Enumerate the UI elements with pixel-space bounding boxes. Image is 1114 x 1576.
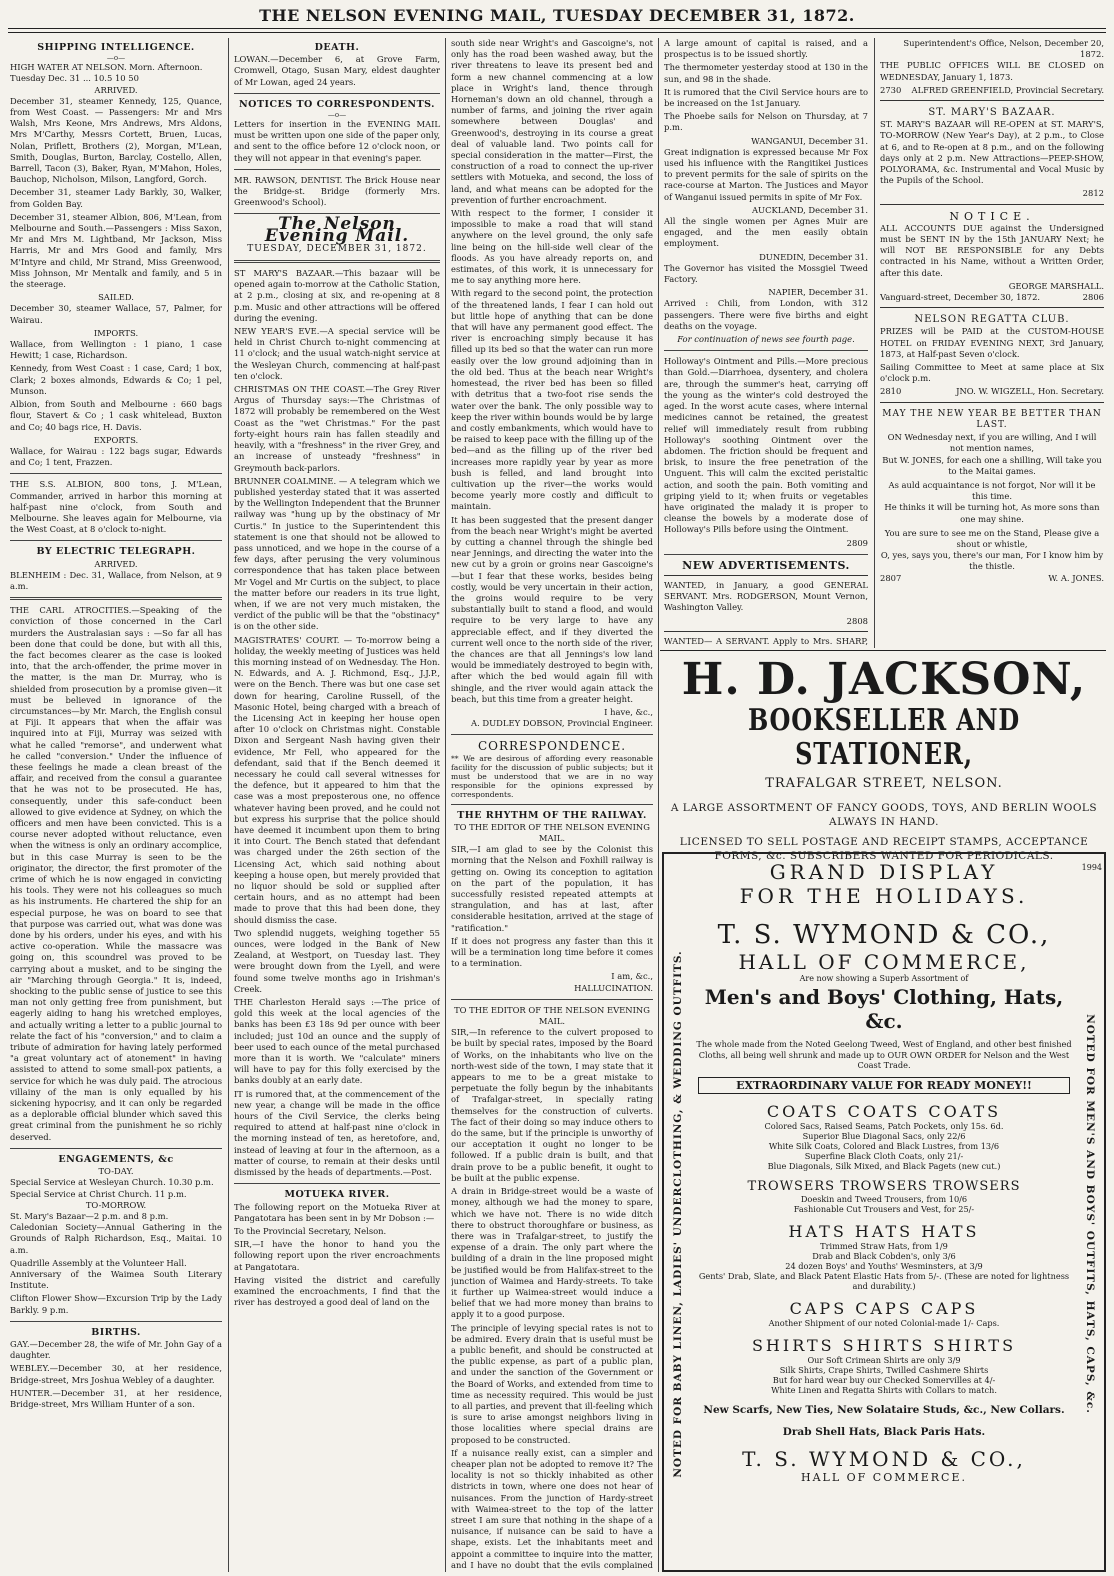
letter-paragraph: SIR,—In reference to the culvert proposed to be built by special rates, imposed by the Board of Works, on the inhabitants who live on the north-west side of the town, I may state that it appears to me to be a great mistake to perpetuate the folly begun by the inhabitants of Trafalgar-street, in specially rating themselves for the construction of culverts. The fact of their doing so may induce others to do the same, but if the principle is unworthy of our acceptation it ought no longer to be followed. If a public drain is built, and that drain prove to be a public benefit, it ought to be built at the public expense. — [451, 1027, 653, 1183]
wymond-side-right: NOTED FOR MEN'S AND BOYS' OUTFITS, HATS, CAPS, &c. — [1084, 1014, 1096, 1414]
column-4 — [664, 38, 868, 648]
regatta-signature: JNO. W. WIGZELL, Hon. Secretary. — [956, 386, 1104, 397]
ad-number: 2806 — [1082, 292, 1104, 303]
telegraph-arrived: ARRIVED. — [94, 558, 138, 569]
news-paragraph: Arrived : Chili, from London, with 312 passengers. There were five births and eight deaths on the voyage. — [664, 298, 868, 331]
engagement-item: Quadrille Assembly at the Volunteer Hall. — [10, 1257, 187, 1268]
report-paragraph: With regard to the second point, the protection of the threatened lands, I fear I can hold out but little hope of anything that can be done that will have any permanent good effect. The river is encroaching simply because it has filled up its bed so that the water can run more easily over the low ground adjoining than in the old bed. Thus at the beach near Wright's homestead, the river bed has been so filled with detritus that a two-foot rise sends the water over the bank. The only possible way to keep the river within bounds would be by large and costly embankments, which would have to be raised to keep pace with the filling up of the bed—and as the filling up of the river bed increases more rapidly year by year as more bush is felled, and land brought into cultivation up the river—the works would become yearly more costly and difficult to maintain. — [451, 288, 653, 512]
today-heading: TO-DAY. — [98, 1166, 134, 1177]
paper-title: The Nelson Evening Mail. — [264, 214, 410, 246]
price-line: Another Shipment of our noted Colonial-made 1/- Caps. — [768, 1317, 1000, 1328]
high-water-row: Tuesday Dec. 31 ... 10.5 10 50 — [10, 73, 139, 84]
jackson-address: TRAFALGAR STREET, NELSON. — [765, 776, 1003, 791]
news-paragraph: All the single women per Agnes Muir are engaged, and the men easily obtain employment. — [664, 216, 868, 249]
import-entry: Kennedy, from West Coast : 1 case, Card; 1 box, Clark; 2 boxes almonds, Edwards & Co; 1 pel, Munson. — [10, 363, 222, 396]
wymond-caps-heading: CAPS CAPS CAPS — [789, 1298, 979, 1318]
dateline: AUCKLAND, December 31. — [751, 204, 868, 215]
letter-to-editor: TO THE EDITOR OF THE NELSON EVENING MAIL. — [454, 821, 650, 843]
rhythm-heading: THE RHYTHM OF THE RAILWAY. — [457, 809, 647, 821]
ad-number: 2807 — [880, 572, 902, 583]
article-paragraph: CHRISTMAS ON THE COAST.—The Grey River Argus of Thursday says:—The Christmas of 1872 will probably be remembered on the West Coast as the "wet Christmas." For the past forty-eight hours rain has fallen steadily and heavily, with a "freshness" in the river Grey, and an increase of unsteady "freshness" in Greymouth back-parlors. — [234, 384, 440, 473]
wymond-description: The whole made from the Noted Geelong Tweed, West of England, and other best finished Cloths, all being well shrunk and made up to OUR OWN ORDER for Nelson and the West Coast Trade. — [696, 1039, 1072, 1070]
death-entry: LOWAN.—December 6, at Grove Farm, Cromwell, Otago, Susan Mary, eldest daughter of Mr Lowan, aged 24 years. — [234, 54, 440, 87]
regatta-heading: NELSON REGATTA CLUB. — [914, 314, 1070, 326]
notice-signature: GEORGE MARSHALL. — [1008, 280, 1104, 291]
news-paragraph: It is rumored that the Civil Service hours are to be increased on the 1st January. — [664, 86, 868, 109]
masthead-rule-2 — [8, 32, 1106, 33]
albion-notice: THE S.S. ALBION, 800 tons, J. M'Lean, Commander, arrived in harbor this morning at half-past nine o'clock, from South and Melbourne. She leaves again for Melbourne, via the West Coast, at 8 o'clock to-night. — [10, 479, 222, 535]
arrival-entry: December 31, steamer Albion, 806, M'Lean, from Melbourne and South.—Passengers : Miss Saxon, Mr and Mrs M. Lightband, Mr Jackson, Miss Harris, Mr and Mrs Good and family, Mrs M'Intyre and child, Mr Strand, Miss Greenwood, Miss Johnson, Mr Mentalk and family, and 5 in the steerage. — [10, 211, 222, 290]
import-entry: Wallace, from Wellington : 1 piano, 1 case Hewitt; 1 case, Richardson. — [10, 339, 222, 361]
price-line: Colored Sacs, Raised Seams, Patch Pockets, only 15s. 6d. — [764, 1120, 1004, 1131]
engagement-item: Caledonian Society—Annual Gathering in the Grounds of Ralph Richardson, Esq., Maitai. 10 a.m. — [10, 1222, 222, 1255]
price-line: Superior Blue Diagonal Sacs, only 22/6 — [802, 1130, 966, 1141]
wymond-name: T. S. WYMOND & CO., — [717, 920, 1051, 950]
wymond-shirts-heading: SHIRTS SHIRTS SHIRTS — [751, 1335, 1017, 1355]
poem-line: He thinks it will be turning hot, As more sons than one may shine. — [884, 502, 1100, 524]
birth-entry: GAY.—December 28, the wife of Mr. John Gay of a daughter. — [10, 1338, 222, 1361]
office-dateline: Superintendent's Office, Nelson, December 20, 1872. — [903, 38, 1104, 60]
price-line: Fashionable Cut Trousers and Vest, for 25/- — [793, 1203, 975, 1214]
arrived-heading: ARRIVED. — [94, 84, 138, 95]
telegraph-entry: BLENHEIM : Dec. 31, Wallace, from Nelson, at 9 a.m. — [10, 569, 222, 591]
bazaar-heading: ST. MARY'S BAZAAR. — [928, 107, 1056, 119]
price-line: Trimmed Straw Hats, from 1/9 — [820, 1240, 948, 1251]
column-separator — [874, 38, 875, 648]
signature: I have, &c., — [604, 706, 653, 717]
arrival-entry: December 31, steamer Kennedy, 125, Quance, from West Coast. — Passengers: Mr and Mrs Walsh, Mrs Keone, Mrs Andrews, Mrs Aldons, Mrs M'Carthy, Messrs Cortett, Bruen, Lucas, Nolan, Priflett, Brothers (2), Morgan, M'Lean, Smith, Douglas, Burton, Barclay, Costello, Allen, Barrell, Tacon (3), Baker, Ryan, M'Mahon, Holes, Bauchop, Nicholson, Milson, Langford, Gorch. — [10, 95, 222, 185]
poem-line: But W. JONES, for each one a shilling, Will take you to the Maitai games. — [882, 454, 1102, 476]
price-line: Drab and Black Cobden's, only 3/6 — [812, 1250, 956, 1261]
office-signature: ALFRED GREENFIELD, Provincial Secretary. — [911, 84, 1104, 95]
price-line: Superfine Black Cloth Coats, only 21/- — [804, 1150, 964, 1161]
price-line: White Silk Coats, Colored and Black Lustres, from 13/6 — [768, 1140, 1000, 1151]
poem-line: O, yes, says you, there's our man, For I know him by the thistle. — [880, 550, 1104, 572]
death-heading: DEATH. — [314, 42, 360, 53]
wymond-trousers-heading: TROWSERS TROWSERS TROWSERS — [747, 1178, 1021, 1194]
wymond-hall: HALL OF COMMERCE, — [738, 950, 1030, 974]
column-2: DEATH. LOWAN.—December 6, at Grove Farm, Cromwell, Otago, Susan Mary, eldest daughter of Mr Lowan, aged 24 years. NOTICES TO CORRESPONDENTS. —o— Letters for insertion in the EVENING MAIL must be written upon one side of the paper only, and sent to the office before 12 o'clock noon, or they will not appear in that evening's paper. MR. RAWSON, DENTIST. The Brick House near the Bridge-st. Bridge (formerly Mrs. Greenwood's School). The Nelson Evening Mail. TUESDAY, DECEMBER 31, 1872. ST MARY'S BAZAAR.—This bazaar will be opened again to-morrow at the Catholic Station, at 2 p.m., closing at six, and re-opening at 8 p.m. Music and other attractions will be offered during the evening. NEW YEAR'S EVE.—A special service will be held in Christ Church to-night commencing at 11 o'clock; and the usual watch-night service at the Wesleyan Church, commencing at half-past ten o'clock. CHRISTMAS ON THE COAST.—The Grey River Argus of Thursday says:—The Christmas of 1872 will probably be remembered on the West Coast as the "wet Christmas." For the past forty-eight hours rain has fallen steadily and heavily, with a "freshness" in the river Grey, and an increase of unsteady "freshness" in Greymouth back-parlors. BRUNNER COALMINE. — A telegram which we published yesterday stated that it was asserted by the Wellington Independent that the Brunner railway was "hung up by the obstinacy of Mr Curtis." In justice to the Superintendent this statement is one that should not be allowed to pass unnoticed, and we hope in the course of a few days, after perusing the very voluminous correspondence that has taken place between Mr Vogel and Mr Curtis on the subject, to place the matter before our readers in its true light, when, if we are not very much mistaken, the verdict of the public will be that the "obstinacy" is on the other side. MAGISTRATES' COURT. — To-morrow being a holiday, the weekly meeting of Justices was held this morning instead of on Wednesday. The Hon. N. Edwards, and A. J. Richmond, Esq., J.J.P., were on the Bench. There was but one case set down for hearing, Caroline Russell, of the Masonic Hotel, being charged with a breach of the Licensing Act in keeping her house open after 10 o'clock on Christmas night. Constable Dixon and Sergeant Nash having given their evidence, Mr Fell, who appeared for the defendant, said that if the Bench deemed it necessary he could call several witnesses for the defence, but it appeared to him that the case was a most preposterous one, no offence whatever having been proved, and he could not but express his surprise that the police should have deemed it incumbent upon them to bring it into Court. The Bench stated that defendant was charged under the 26th section of the Licensing Act, which said nothing about keeping a house open, but merely provided that no liquor should be sold or supplied after certain hours, and as no attempt had been made to prove that this had been done, they should dismiss the case. Two splendid nuggets, weighing together 55 ounces, were lodged in the Bank of New Zealand, at Westport, on Tuesday last. They were brought down from the Lyell, and were found some twelve months ago in Irishman's Creek. THE Charleston Herald says :—The price of gold this week at the local agencies of the banks has been £3 18s 9d per ounce with beer included; just 10d an ounce and the supply of beer used to each ounce of the metal purchased more than it is worth. We "calculate" miners will have to pay for this folly exercised by the banks doubly at an early date. IT is rumored that, at the commencement of the new year, a change will be made in the office hours of the Civil Service, the clerks being required to attend at half-past nine o'clock in the morning instead of ten, as heretofore, and, instead of leaving at four in the afternoon, as a matter of course, to remain at their desks until dismissed by the heads of departments.—Post. MOTUEKA RIVER. The following report on the Motueka River at Pangatotara has been sent in by Mr Dobson :— To the Provincial Secretary, Nelson. SIR,—I have the honor to hand you the following report upon the river encroachments at Pangatotara. Having visited the district and carefully examined the encroachments, I find that the river has destroyed a good deal of land on the — [234, 42, 440, 1308]
engagements-heading: ENGAGEMENTS, &c — [58, 1153, 174, 1165]
engagement-item: Clifton Flower Show—Excursion Trip by the Lady Barkly. 9 p.m. — [10, 1293, 222, 1315]
price-line: 24 dozen Boys' and Youths' Wesminsters, at 3/9 — [785, 1260, 983, 1271]
ad-rule — [660, 650, 1106, 651]
correspondence-note: ** We are desirous of affording every reasonable facility for the discussion of public subjects; but it must be understood that we are in no way responsible for the opinions expressed by correspondents. — [451, 753, 653, 799]
high-water-label: HIGH WATER AT NELSON. Morn. Afternoon. — [10, 62, 203, 73]
letter-paragraph: If it does not progress any faster than this it will be a termination long time before it comes to a termination. — [451, 935, 653, 969]
ad-number: 2809 — [846, 537, 868, 548]
masthead-rule — [8, 28, 1106, 29]
signature: A. DUDLEY DOBSON, Provincial Engineer. — [471, 718, 653, 729]
letter-paragraph: SIR,—I am glad to see by the Colonist this morning that the Nelson and Foxhill railway is getting on. Owing its conception to agitation on the part of the population, it has successfully resisted repeated attempts at strangulation, and has at last, after considerable hesitation, arrived at the stage of "ratification." — [451, 844, 653, 933]
report-paragraph: south side near Wright's and Gascoigne's, not only has the road been washed away, but the river threatens to leave its present bed and form a new channel commencing at a low place in Wright's land, thence through Horneman's down an old channel, through a number of farms, and joining the river again somewhere between Douglas' and Greenwood's, destroying in its course a great deal of valuable land. Two points call for special consideration in the matter—First, the construction of a road to connect the up-river settlers with Motueka, and second, the loss of land, and what means can be adopted for the prevention of further encroachment. — [451, 38, 653, 205]
wymond-showing: Are now showing a Superb Assortment of — [799, 974, 969, 983]
news-paragraph: A large amount of capital is raised, and a prospectus is to be issued shortly. — [664, 38, 868, 60]
column-1 — [10, 38, 222, 1572]
notice-place: Vanguard-street, December 30, 1872. — [880, 292, 1041, 303]
article-paragraph: MAGISTRATES' COURT. — To-morrow being a holiday, the weekly meeting of Justices was held this morning instead of on Wednesday. The Hon. N. Edwards, and A. J. Richmond, Esq., J.J.P., were on the Bench. There was but one case set down for hearing, Caroline Russell, of the Masonic Hotel, being charged with a breach of the Licensing Act in keeping her house open after 10 o'clock on Christmas night. Constable Dixon and Sergeant Nash having given their evidence, Mr Fell, who appeared for the defendant, said that if the Bench deemed it necessary he could call several witnesses for the defence, but it appeared to him that the case was a most preposterous one, no offence whatever having been proved, and he could not but express his surprise that the police should have deemed it incumbent upon them to bring it into Court. The Bench stated that defendant was charged under the 26th section of the Licensing Act, which said nothing about keeping a house open, but merely provided that no liquor should be sold or supplied after certain hours, and as no attempt had been made to prove that this had been done, they should dismiss the case. — [234, 634, 440, 925]
engagement-item: Anniversary of the Waimea South Literary Institute. — [10, 1268, 222, 1291]
poem-signature: W. A. JONES. — [1048, 572, 1104, 583]
jackson-license: LICENSED TO SELL POSTAGE AND RECEIPT STAMPS, ACCEPTANCE FORMS, &c. SUBSCRIBERS WANTED FOR PERIODICALS. — [679, 836, 1089, 862]
new-advertisements-heading: NEW ADVERTISEMENTS. — [682, 558, 850, 572]
poem-line: As auld acquaintance is not forgot, Nor will it be this time. — [888, 479, 1096, 502]
ad-number: 2812 — [1082, 188, 1104, 199]
paper-date: TUESDAY, DECEMBER 31, 1872. — [247, 243, 427, 254]
public-offices-notice: THE PUBLIC OFFICES WILL BE CLOSED on WEDNESDAY, January 1, 1873. — [880, 60, 1104, 82]
birth-entry: WEBLEY.—December 30, at her residence, Bridge-street, Mrs Joshua Webley of a daughter. — [10, 1363, 222, 1385]
column-separator — [228, 38, 229, 1572]
classified-ad: WANTED— A SERVANT. Apply to Mrs. SHARP, — [664, 635, 868, 646]
news-paragraph: Great indignation is expressed because Mr Fox used his influence with the Rangitikei Justices to prevent permits for the sale of spirits on the race-course at Marton. The Justices and Mayor of Wanganui issued permits in spite of Mr Fox. — [664, 146, 868, 202]
report-paragraph: With respect to the former, I consider it impossible to make a road that will stand anywhere on the level ground, the only safe line being on the hill-side well clear of the floods. As you have already reports on, and estimates, of this work, it is unnecessary for me to say anything more here. — [451, 208, 653, 286]
wymond-clothing: Men's and Boys' Clothing, Hats, &c. — [704, 985, 1064, 1033]
wymond-hats-heading: HATS HATS HATS — [788, 1221, 980, 1241]
continuation-note: For continuation of news see fourth page. — [677, 334, 855, 345]
sailed-heading: SAILED. — [98, 292, 134, 303]
regatta-notice: PRIZES will be PAID at the CUSTOM-HOUSE HOTEL on FRIDAY EVENING NEXT, 3rd January, 1873, at Half-past Seven o'clock. — [880, 326, 1104, 359]
letter-paragraph: If a nuisance really exist, can a simpler and cheaper plan not be adopted to remove it? The locality is not so thickly inhabited as other districts in town, where one does not hear of nuisances. From the junction of Hardy-street with Waimea-street to the top of the latter street I am sure that nothing in the shape of a nuisance, if nuisance can be said to have a shape, exists. Let the inhabitants meet and appoint a committee to inquire into the matter, and I have no doubt that the evils complained — [451, 1447, 653, 1570]
article-paragraph: NEW YEAR'S EVE.—A special service will be held in Christ Church to-night commencing at 11 o'clock; and the usual watch-night service at the Wesleyan Church, commencing at half-past ten o'clock. — [234, 326, 440, 381]
wymond-grand-display: GRAND DISPLAY — [769, 860, 999, 884]
article-paragraph: Two splendid nuggets, weighing together 55 ounces, were lodged in the Bank of New Zealand, at Westport, on Tuesday last. They were brought down from the Lyell, and were found some twelve months ago in Irishman's Creek. — [234, 927, 440, 994]
wymond-side-left: NOTED FOR BABY LINEN, LADIES' UNDERCLOTHING, & WEDDING OUTFITS. — [672, 950, 684, 1478]
ad-number: 2810 — [880, 386, 902, 397]
price-line: White Linen and Regatta Shirts with Collars to match. — [771, 1384, 997, 1395]
letter-author: HALLUCINATION. — [574, 982, 653, 993]
price-line: Gents' Drab, Slate, and Black Patent Elastic Hats from 5/-. (These are noted for lightness and durability.) — [698, 1270, 1070, 1291]
news-paragraph: The Governor has visited the Mossgiel Tweed Factory. — [664, 262, 868, 285]
column-3 — [451, 38, 653, 1572]
motueka-paragraph: To the Provincial Secretary, Nelson. — [234, 1225, 387, 1236]
poem-line: ON Wednesday next, if you are willing, And I will not mention names, — [887, 432, 1097, 454]
dateline: NAPIER, December 31. — [768, 287, 868, 298]
article-paragraph: BRUNNER COALMINE. — A telegram which we published yesterday stated that it was asserted by the Wellington Independent that the Brunner railway was "hung up by the obstinacy of Mr Curtis." In justice to the Superintendent this statement is one that should not be allowed to pass unnoticed, and we hope in the course of a few days, after perusing the very voluminous correspondence that has taken place between Mr Vogel and Mr Curtis on the subject, to place the matter before our readers in its true light, when, if we are not very much mistaken, the verdict of the public will be that the "obstinacy" is on the other side. — [234, 475, 440, 632]
wymond-paris-hats: Drab Shell Hats, Black Paris Hats. — [782, 1425, 986, 1438]
price-line: But for hard wear buy our Checked Somervilles at 4/- — [772, 1374, 996, 1385]
column-separator — [445, 38, 446, 1572]
notices-heading: NOTICES TO CORRESPONDENTS. — [239, 98, 435, 110]
engagement-item: Special Service at Christ Church. 11 p.m. — [10, 1188, 187, 1199]
price-line: Silk Shirts, Crape Shirts, Twilled Cashmere Shirts — [779, 1364, 989, 1375]
tomorrow-heading: TO-MORROW. — [85, 1199, 147, 1210]
notices-text: Letters for insertion in the EVENING MAIL must be written upon one side of the paper only, and sent to the office before 12 o'clock noon, or they will not appear in that evening's paper. — [234, 119, 440, 163]
birth-entry: HUNTER.—December 31, at her residence, Bridge-street, Mrs William Hunter of a son. — [10, 1387, 222, 1409]
export-entry: Wallace, for Wairau : 122 bags sugar, Edwards and Co; 1 tent, Frazzen. — [10, 445, 222, 468]
sailed-entry: December 30, steamer Wallace, 57, Palmer, for Wairau. — [10, 303, 222, 325]
motueka-paragraph: Having visited the district and carefully examined the encroachments, I find that the river has destroyed a good deal of land on the — [234, 1274, 440, 1308]
jackson-advertisement — [662, 656, 1106, 872]
telegraph-heading: BY ELECTRIC TELEGRAPH. — [36, 546, 196, 558]
report-paragraph: It has been suggested that the present danger from the beach near Wright's might be averted by cutting a channel through the shingle bed near Jennings, and directing the water into the new cut by a groin or groins near Gascoigne's—but I fear that these works, besides being costly, would be very uncertain in their action, the groins would require to be very substantially built to stand a flood, and would require to be very large to have any appreciable effect, and if they diverted the current well once to the north side of the river, the chances are that all Jennings's low land would be immediately destroyed to begin with, after which the bed would again fill with shingle, and the river would again attack the beach, but this time from a greater height. — [451, 514, 653, 704]
ad-number: 2808 — [846, 615, 868, 626]
article-paragraph: IT is rumored that, at the commencement of the new year, a change will be made in the office hours of the Civil Service, the clerks being required to attend at half-past nine o'clock in the morning instead of ten, as heretofore, and, instead of leaving at four in the afternoon, as a matter of course, to remain at their desks until dismissed by the heads of departments.—Post. — [234, 1088, 440, 1178]
regatta-notice: Sailing Committee to Meet at same place at Six o'clock p.m. — [880, 362, 1104, 384]
motueka-paragraph: The following report on the Motueka River at Pangatotara has been sent in by Mr Dobson :— — [234, 1201, 440, 1223]
rawson-dentist-ad: MR. RAWSON, DENTIST. The Brick House near the Bridge-st. Bridge (formerly Mrs. Greenwood's School). — [234, 174, 440, 208]
bazaar-notice: ST. MARY'S BAZAAR will RE-OPEN at ST. MARY'S, TO-MORROW (New Year's Day), at 2 p.m., to Close at 6, and to Re-open at 8 p.m., and on the following days only at 2 p.m. New Attractions—PEEP-SHOW, POLYORAMA, &c. Instrumental and Vocal Music by the Pupils of the School. — [880, 119, 1104, 186]
news-paragraph: The Phoebe sails for Nelson on Thursday, at 7 p.m. — [664, 111, 868, 133]
price-line: Blue Diagonals, Silk Mixed, and Black Pagets (new cut.) — [767, 1160, 1001, 1171]
letter-paragraph: A drain in Bridge-street would be a waste of money, although we had the money to spare, which we have not. There is no wide ditch there to obstruct thoroughfare or business, as there was in Trafalgar-street, to justify the expense of a drain. The only part where the building of a drain in the line proposed might be justified would be from Halifax-street to the junction of Waimea and Hardy-streets. To take it further up Waimea-street would induce a belief that we had more money than brains to apply it to a good purpose. — [451, 1186, 653, 1320]
wymond-extraordinary: EXTRAORDINARY VALUE FOR READY MONEY!! — [698, 1077, 1070, 1094]
wymond-scarfs: New Scarfs, New Ties, New Solataire Studs, &c., New Collars. — [703, 1403, 1065, 1416]
masthead: THE NELSON EVENING MAIL, TUESDAY DECEMBER 31, 1872. — [259, 6, 855, 25]
notice-heading: NOTICE. — [949, 209, 1035, 223]
engagement-item: Special Service at Wesleyan Church. 10.30 p.m. — [10, 1177, 214, 1188]
wymond-footer-hall: HALL OF COMMERCE. — [800, 1470, 967, 1484]
jackson-name: H. D. JACKSON, — [681, 654, 1087, 705]
letter-signoff: I am, &c., — [611, 971, 653, 982]
price-line: Our Soft Crimean Shirts are only 3/9 — [807, 1354, 961, 1365]
article-paragraph: THE Charleston Herald says :—The price of gold this week at the local agencies of the banks has been £3 18s 9d per ounce with beer included; just 10d an ounce and the supply of beer used to each ounce of the metal purchased more than it is worth. We "calculate" miners will have to pay for this folly exercised by the banks doubly at an early date. — [234, 997, 440, 1086]
dateline: WANGANUI, December 31. — [751, 135, 868, 146]
new-year-heading: MAY THE NEW YEAR BE BETTER THAN LAST. — [882, 408, 1102, 430]
imports-heading: IMPORTS. — [93, 327, 139, 338]
accounts-notice: ALL ACCOUNTS DUE against the Undersigned must be SENT IN by the 15th JANUARY Next; he will NOT BE RESPONSIBLE for any Debts contracted in his Name, without a Written Order, after this date. — [880, 222, 1104, 278]
wymond-holidays: FOR THE HOLIDAYS. — [739, 884, 1029, 908]
price-line: Doeskin and Tweed Trousers, from 10/6 — [800, 1193, 968, 1204]
wymond-coats-heading: COATS COATS COATS — [766, 1101, 1002, 1121]
dateline: DUNEDIN, December 31. — [759, 251, 868, 262]
divider: —o— — [106, 54, 126, 63]
jackson-assortment: A LARGE ASSORTMENT OF FANCY GOODS, TOYS, AND BERLIN WOOLS ALWAYS IN HAND. — [670, 802, 1098, 828]
import-entry: Albion, from South and Melbourne : 660 bags flour, Stavert & Co ; 1 cask whitelead, Buxton and Co; 40 bags rice, H. Davis. — [10, 399, 222, 432]
correspondence-heading: CORRESPONDENCE. — [477, 739, 627, 754]
arrival-entry: December 31, steamer Lady Barkly, 30, Walker, from Golden Bay. — [10, 187, 222, 209]
exports-heading: EXPORTS. — [93, 434, 139, 445]
column-separator — [658, 38, 659, 1572]
carl-atrocities-article: THE CARL ATROCITIES.—Speaking of the conviction of those concerned in the Carl murders the Australasian says : —So far all has been done that could be done, but with all this, the fact becomes clearer as the case is looked into, that the arch-offender, the prime mover in the matter, is the man Dr. Murray, who is shielded from prosecution by a promise given—it must be believed in ignorance of the circumstances—by Mr. March, the English consul at Fiji. It appears that when the affair was inquired into at Fiji, Murray was seized with what he called "remorse", and underwent what he called "conversion." Under the influence of these feelings he made a clean breast of the affair, and received from the consul a guarantee that he was not to be prosecuted. He has, consequently, under this safe-conduct been allowed to give evidence at Sydney, on which the officers and men have been convicted. This is a course never adopted without reluctance, even when the witness is only an ordinary accomplice, but in this case Murray is seen to be the originator, the director, the first promoter of the crime of which he is now engaged in convicting his tools. They were not his colleagues so much as his instruments. He chartered the ship for an especial purpose, he was on board to see that that purpose was carried out, what was done was done by his orders, under his eyes, and with his active co-operation. While the massacre was going on, this scoundrel was proved to be carrying about a musket, and to be singing the air "Marching through Georgia." It is, indeed, shocking to the public sense of justice to see this man not only getting free from punishment, but eagerly aiding to hang his wretched employes, and actually writing a letter to a public journal to relate the fact of his "conversion," and to claim a tribute of admiration for having lately performed "a great voluntary act of atonement" in having assisted to attend to some small-pox patients, a service for which he was duly paid. The atrocious villainy of the man is only equalled by his sickening hypocrisy, and it can only be regarded as a deplorable official blunder which saved this great criminal from the punishment he so richly deserved. — [10, 605, 222, 1142]
births-heading: BIRTHS. — [91, 1326, 141, 1338]
poem-line: You are sure to see me on the Stand, Please give a shout or whistle, — [884, 527, 1100, 549]
letter-to-editor: TO THE EDITOR OF THE NELSON EVENING MAIL. — [454, 1004, 650, 1027]
holloway-ad: Holloway's Ointment and Pills.—More precious than Gold.—Diarrhoea, dysentery, and cholera are, through the summer's heat, carrying off the young as the winter's cold destroyed the aged. In the worst acute cases, where internal medicines cannot be retained, the greatest relief will immediately result from rubbing Holloway's soothing Ointment over the abdomen. The friction should be frequent and brisk, to insure the free penetration of the Unguent. This will calm the excited peristaltic action, and sooth the pain. Both vomiting and griping yield to it; when fruits or vegetables have originated the malady it is proper to cleanse the bowels by a moderate dose of Holloway's Pills before using the Ointment. — [664, 356, 868, 535]
motueka-paragraph: SIR,—I have the honor to hand you the following report upon the river encroachments at Pangatotara. — [234, 1239, 440, 1272]
news-paragraph: The thermometer yesterday stood at 130 in the sun, and 98 in the shade. — [664, 62, 868, 84]
jackson-trade: BOOKSELLER AND STATIONER, — [748, 703, 1020, 772]
column-5 — [880, 38, 1104, 648]
shipping-heading: SHIPPING INTELLIGENCE. — [37, 42, 195, 53]
ad-number: 1994 — [1081, 863, 1102, 872]
wymond-footer-name: T. S. WYMOND & CO., — [742, 1446, 1026, 1471]
letter-paragraph: The principle of levying special rates is not to be admired. Every drain that is useful must be a public benefit, and should be constructed at the public expense, as part of a public plan, and under the sanction of the Government or the Board of Works, and extended from time to time as necessity required. This would be just to all parties, and prevent that ill-feeling which is sure to arise amongst neighbors living in those localities where special drains are proposed to be constructed. — [451, 1322, 653, 1445]
classified-ad: WANTED, in January, a good GENERAL SERVANT. Mrs. RODGERSON, Mount Vernon, Washington Valley. — [664, 579, 868, 613]
ad-number: 2730 — [880, 84, 902, 95]
article-paragraph: ST MARY'S BAZAAR.—This bazaar will be opened again to-morrow at the Catholic Station, at 2 p.m., closing at six, and re-opening at 8 p.m. Music and other attractions will be offered during the evening. — [234, 268, 440, 323]
wymond-advertisement — [662, 852, 1106, 1572]
engagement-item: St. Mary's Bazaar—2 p.m. and 8 p.m. — [10, 1210, 169, 1221]
motueka-heading: MOTUEKA RIVER. — [284, 1189, 390, 1201]
